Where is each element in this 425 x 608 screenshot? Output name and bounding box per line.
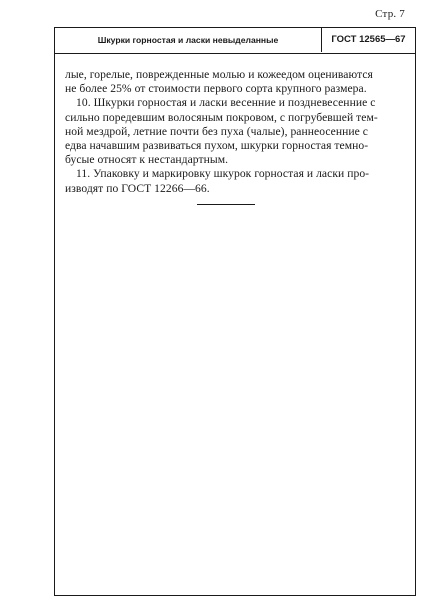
text-line: сильно поредевшим волосяным покровом, с погрубевшей тем- (65, 110, 378, 124)
text-line: изводят по ГОСТ 12266—66. (65, 181, 210, 195)
running-header (55, 28, 415, 54)
text-line: бусые относят к нестандартным. (65, 153, 229, 167)
text-line: едва начавшим развиваться пухом, шкурки горностая темно- (65, 139, 369, 153)
page-frame (54, 27, 416, 596)
paragraph-11-start: 11. Упаковку и маркировку шкурок горностая и ласки про- (76, 167, 370, 181)
page-number: Стр. 7 (375, 8, 405, 20)
text-line: лые, горелые, поврежденные молью и кожеедом оцениваются (65, 68, 373, 81)
text-line: не более 25% от стоимости первого сорта крупного размера. (65, 82, 367, 96)
paragraph-10-start: 10. Шкурки горностая и ласки весенние и поздневесенние с (76, 96, 376, 110)
header-title: Шкурки горностая и ласки невыделанные (55, 28, 322, 52)
standard-code: ГОСТ 12565—67 (331, 34, 406, 45)
end-of-text-rule (197, 204, 255, 205)
text-line: ной мездрой, летние почти без пуха (чалые), раннеосенние с (65, 124, 368, 138)
body-text (65, 68, 407, 196)
